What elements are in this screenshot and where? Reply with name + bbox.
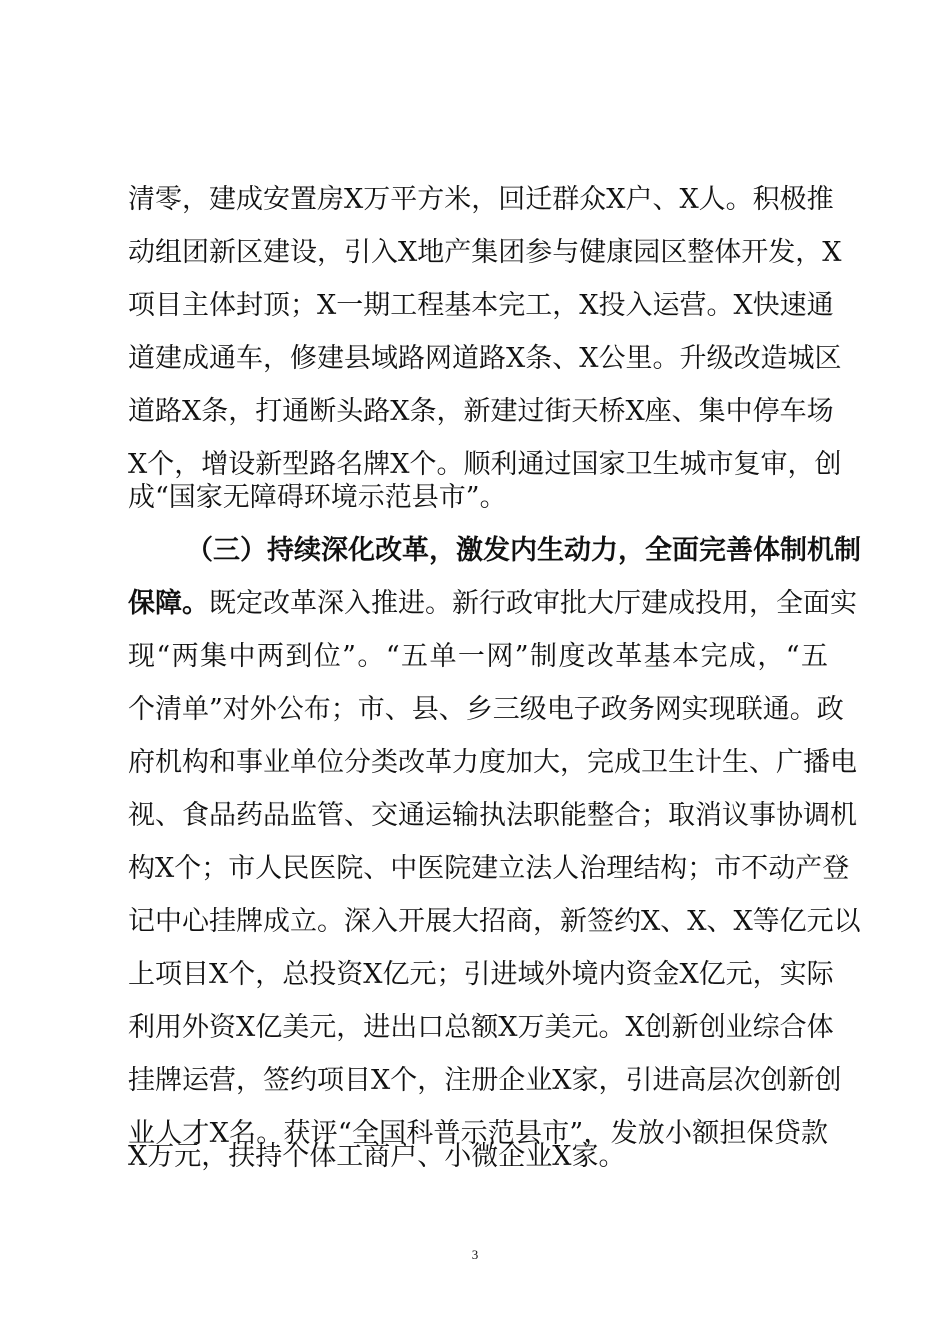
section-heading-line-1: （三）持续深化改革，激发内生动力，全面完善体制机制	[186, 535, 861, 566]
body-line-12: 府机构和事业单位分类改革力度加大，完成卫生计生、广播电	[128, 747, 857, 778]
body-line-13: 视、食品药品监管、交通运输执法职能整合；取消议事协调机	[128, 800, 857, 831]
section-heading-line-2: 保障。	[128, 588, 209, 619]
body-line-16: 上项目X个，总投资X亿元；引进域外境内资金X亿元，实际	[128, 959, 834, 990]
body-line-20: X万元，扶持个体工商户、小微企业X家。	[128, 1141, 626, 1172]
body-line-7: 成“国家无障碍环境示范县市”。	[128, 482, 507, 513]
body-line-10: 现“两集中两到位”。“五单一网”制度改革基本完成，“五	[128, 641, 828, 672]
body-line-19: 业人才X名。获评“全国科普示范县市”，发放小额担保贷款	[128, 1118, 828, 1149]
body-line-11: 个清单”对外公布；市、县、乡三级电子政务网实现联通。政	[128, 694, 844, 725]
section-body-start: 既定改革深入推进。新行政审批大厅建成投用，全面实	[209, 588, 857, 619]
body-line-5: 道路X条，打通断头路X条，新建过街天桥X座、集中停车场	[128, 396, 834, 427]
body-line-18: 挂牌运营，签约项目X个，注册企业X家，引进高层次创新创	[128, 1065, 842, 1096]
body-line-14: 构X个；市人民医院、中医院建立法人治理结构；市不动产登	[128, 853, 850, 884]
body-line-17: 利用外资X亿美元，进出口总额X万美元。X创新创业综合体	[128, 1012, 834, 1043]
body-line-6: X个，增设新型路名牌X个。顺利通过国家卫生城市复审，创	[128, 449, 842, 480]
body-line-4: 道建成通车，修建县域路网道路X条、X公里。升级改造城区	[128, 343, 842, 374]
body-line-9	[128, 584, 857, 624]
body-line-3: 项目主体封顶；X一期工程基本完工，X投入运营。X快速通	[128, 290, 834, 321]
body-line-2: 动组团新区建设，引入X地产集团参与健康园区整体开发，X	[128, 237, 842, 268]
body-line-15: 记中心挂牌成立。深入开展大招商，新签约X、X、X等亿元以	[128, 906, 861, 937]
page-number: 3	[471, 1247, 479, 1262]
body-line-1: 清零，建成安置房X万平方米，回迁群众X户、X人。积极推	[128, 184, 834, 215]
